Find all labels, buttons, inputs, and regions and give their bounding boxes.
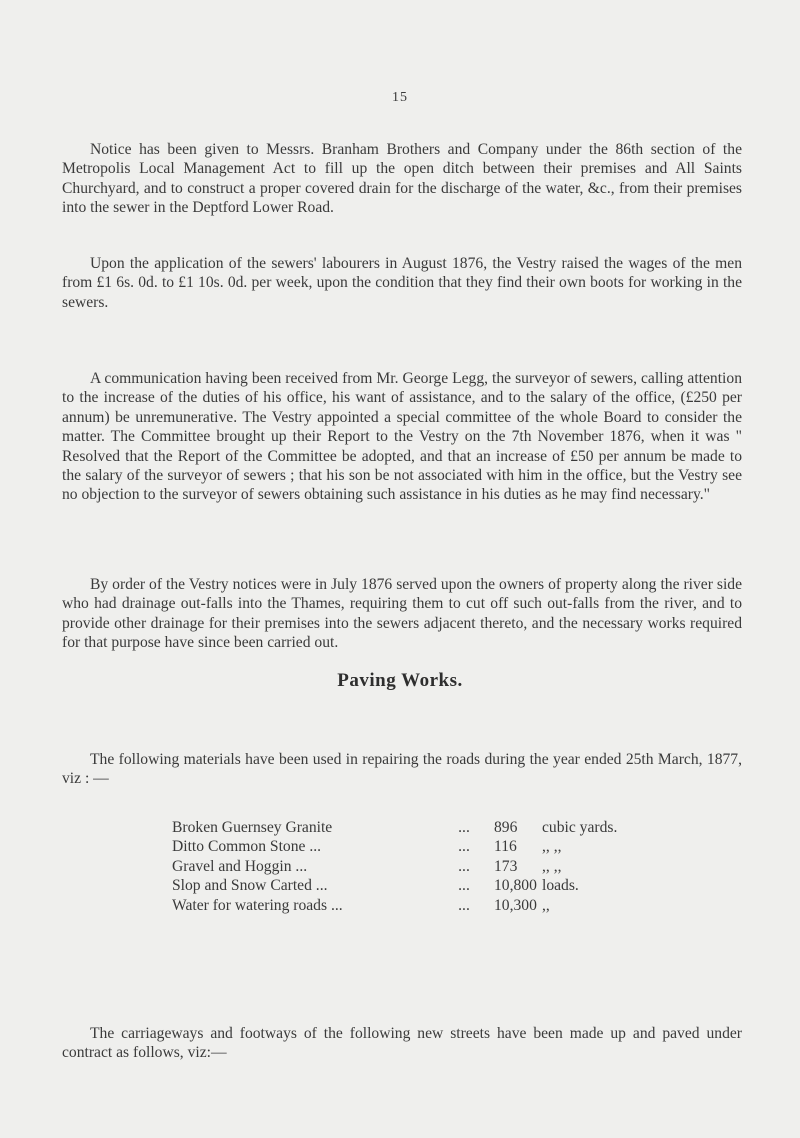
table-row xyxy=(172,876,632,895)
material-quantity: 173 xyxy=(494,857,518,875)
material-name: Water for watering roads ... xyxy=(172,896,343,914)
paragraph-new-streets: The carriageways and footways of the following new streets have been made up and paved under contract as follows, viz:— xyxy=(62,1025,742,1062)
material-unit: ,, xyxy=(542,896,550,914)
table-row xyxy=(172,896,632,915)
materials-table xyxy=(172,818,632,915)
page-number: 15 xyxy=(392,90,408,105)
leader-dots: ... xyxy=(458,819,470,836)
material-quantity: 10,800 xyxy=(494,877,537,895)
material-unit: loads. xyxy=(542,877,579,895)
paragraph-surveyor-salary: A communication having been received from Mr. George Legg, the surveyor of sewers, calling attention to the increase of the duties of his office, his want of assistance, and to the salary of the office, (£250 per annum) be unremunerative. The Vestry appointed a special committee of the whole Board to consider the matter. The Committee brought up their Report to the Vestry on the 7th November 1876, when it was " Resolved that the Report of the Committee be adopted, and that an increase of £50 per annum be made to the salary of the surveyor of sewers ; that his son be not associated with him in the office, but the Vestry see no objection to the surveyor of sewers obtaining such assistance in his duties as he may find necessary." xyxy=(62,370,742,504)
material-quantity: 116 xyxy=(494,838,517,856)
table-row xyxy=(172,857,632,876)
material-quantity: 896 xyxy=(494,819,518,836)
leader-dots: ... xyxy=(458,896,470,914)
material-name: Slop and Snow Carted ... xyxy=(172,877,328,895)
material-quantity: 10,300 xyxy=(494,896,537,914)
material-name: Gravel and Hoggin ... xyxy=(172,857,308,875)
leader-dots: ... xyxy=(458,877,470,895)
material-name: Ditto Common Stone ... xyxy=(172,838,322,856)
leader-dots: ... xyxy=(458,838,470,856)
material-unit: ,, ,, xyxy=(542,838,562,856)
paragraph-materials-intro: The following materials have been used in repairing the roads during the year ended 25th March, 1877, viz : — xyxy=(62,751,742,788)
paragraph-labourers-wages: Upon the application of the sewers' labourers in August 1876, the Vestry raised the wages of the men from £1 6s. 0d. to £1 10s. 0d. per week, upon the condition that they find their own boots for working in the sewers. xyxy=(62,255,742,311)
leader-dots: ... xyxy=(458,857,470,875)
paragraph-river-outfalls: By order of the Vestry notices were in July 1876 served upon the owners of property along the river side who had drainage out-falls into the Thames, requiring them to cut off such out-falls from the river, and to provide other drainage for their premises into the sewers adjacent thereto, and the necessary works required for that purpose have since been carried out. xyxy=(62,576,742,652)
material-unit: cubic yards. xyxy=(542,819,618,836)
section-heading: Paving Works. xyxy=(337,670,463,691)
table-row xyxy=(172,837,632,856)
paragraph-ditch-notice: Notice has been given to Messrs. Branham Brothers and Company under the 86th section of the Metropolis Local Management Act to fill up the open ditch between their premises and All Saints Churchyard, and to construct a proper covered drain for the discharge of the water, &c., from their premises into the sewer in the Deptford Lower Road. xyxy=(62,141,742,217)
table-row xyxy=(172,818,632,837)
material-unit: ,, ,, xyxy=(542,857,562,875)
material-name: Broken Guernsey Granite xyxy=(172,819,333,836)
